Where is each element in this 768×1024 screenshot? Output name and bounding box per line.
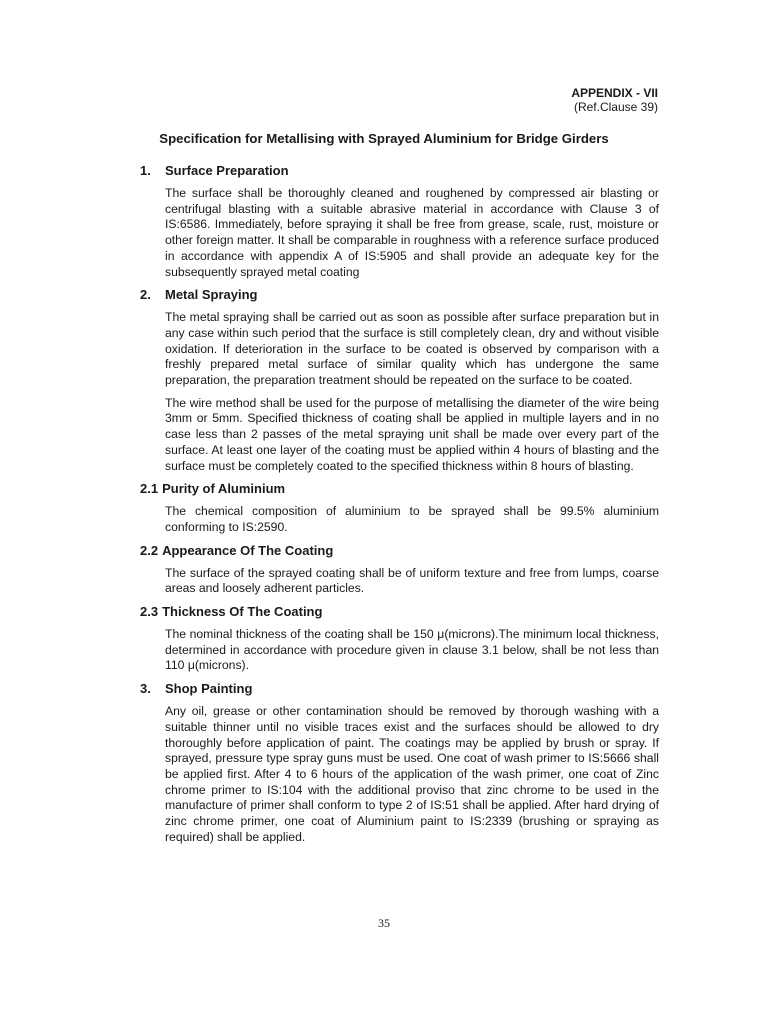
paragraph: The surface shall be thoroughly cleaned and roughened by compressed air blasting or centrifugal blasting with a suitable abrasive material in accordance with Clause 3 of IS:6586. Immediately, before spraying it shall be free from grease, scale, rust, moisture or other foreign matter. It shall be comparable in roughness with a reference surface produced in accordance with appendix A of IS:5905 and shall provide an adequate key for the subsequently sprayed metal coating: [165, 186, 659, 279]
page-number: 35: [378, 916, 390, 930]
section-title: Surface Preparation: [165, 163, 289, 178]
section-heading: [140, 604, 660, 620]
paragraph: Any oil, grease or other contamination should be removed by thorough washing with a suitable thinner until no visible traces exist and the surfaces should be allowed to dry thoroughly before application of paint. The coatings may be applied by brush or spray. If sprayed, pressure type spray guns must be used. One coat of wash primer to IS:5666 shall be applied first. After 4 to 6 hours of the application of the wash primer, one coat of Zinc chrome primer to IS:104 with the additional proviso that zinc chrome to be used in the manufacture of primer shall conform to type 2 of IS:51 shall be applied. After hard drying of zinc chrome primer, one coat of Aluminium paint to IS:2339 (brushing or spraying as required) shall be applied.: [165, 704, 659, 844]
section-number: 2.: [140, 287, 151, 303]
section-metal-spraying: [140, 287, 660, 474]
paragraph: The wire method shall be used for the purpose of metallising the diameter of the wire being 3mm or 5mm. Specified thickness of coating shall be applied in multiple layers and in no case less than 2 passes of the metal spraying unit shall be made over every part of the surface. At least one layer of the coating must be applied within 4 hours of blasting and the surface must be completely coated to the specified thickness within 8 hours of blasting.: [165, 395, 659, 473]
document-body: [140, 160, 660, 853]
appendix-label: APPENDIX - VII: [571, 86, 658, 100]
section-thickness-of-coating: [140, 604, 660, 674]
appendix-ref: (Ref.Clause 39): [573, 100, 658, 114]
paragraph: The surface of the sprayed coating shall be of uniform texture and free from lumps, coarse areas and loosely adherent particles.: [165, 565, 659, 596]
paragraph: The metal spraying shall be carried out as soon as possible after surface preparation but in any case within such period that the surface is still completely clean, dry and without visible oxidation. If deterioration in the surface to be coated is observed by comparison with a freshly prepared metal surface of similar quality which has undergone the same preparation, the preparation treatment should be repeated on the surface to be coated.: [165, 310, 659, 388]
section-heading: [140, 543, 660, 559]
paragraph: The chemical composition of aluminium to be sprayed shall be 99.5% aluminium conforming to IS:2590.: [165, 504, 659, 534]
appendix-header: [571, 86, 658, 114]
paragraph: The nominal thickness of the coating shall be 150 μ(microns).The minimum local thickness, determined in accordance with procedure given in clause 3.1 below, shall be not less than 110 μ(microns).: [165, 627, 659, 673]
section-heading: [140, 163, 660, 179]
section-number: 1.: [140, 163, 151, 178]
section-appearance-of-coating: [140, 543, 660, 597]
section-title: Appearance Of The Coating: [162, 542, 334, 558]
section-heading: [140, 481, 660, 497]
section-number: 2.3: [140, 604, 159, 620]
section-shop-painting: [140, 681, 660, 845]
document-title: Specification for Metallising with Sprayed Aluminium for Bridge Girders: [159, 131, 609, 146]
section-title: Shop Painting: [165, 681, 253, 697]
section-number: 2.1: [140, 481, 159, 497]
section-heading: [140, 287, 660, 303]
section-title: Purity of Aluminium: [162, 481, 286, 497]
section-title: Metal Spraying: [165, 287, 258, 303]
section-title: Thickness Of The Coating: [162, 604, 323, 620]
section-surface-preparation: [140, 163, 660, 280]
section-heading: [140, 681, 660, 697]
section-number: 3.: [140, 681, 151, 697]
section-number: 2.2: [140, 542, 159, 558]
section-purity-of-aluminium: [140, 481, 660, 535]
